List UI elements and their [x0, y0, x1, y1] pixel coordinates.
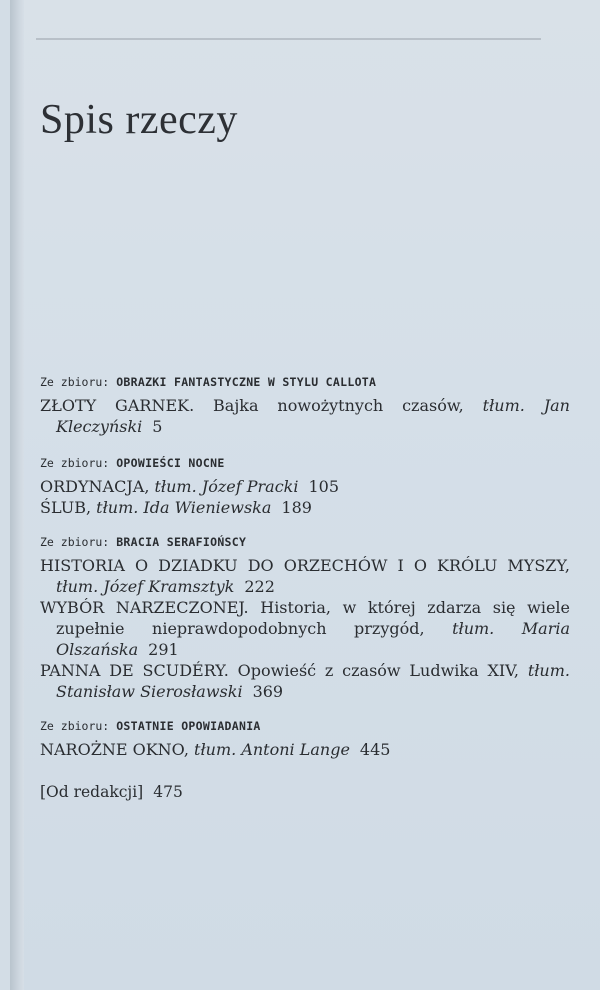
translator-name: Józef Pracki: [201, 477, 299, 496]
entry-title: ORDYNACJA,: [40, 477, 150, 496]
page-number: 5: [152, 417, 163, 436]
entry-title: NAROŻNE OKNO,: [40, 740, 189, 759]
collection-name: BRACIA SERAFIOŃSCY: [116, 535, 247, 549]
translator-prefix: tłum.: [482, 396, 525, 415]
page-number: 222: [244, 577, 275, 596]
toc-entry: [40, 739, 570, 760]
bleed-through-rule: [36, 38, 541, 40]
page-number: 291: [148, 640, 179, 659]
toc-entry: [40, 555, 570, 597]
entry-title: HISTORIA O DZIADKU DO ORZECHÓW I O KRÓLU MYSZY,: [40, 556, 570, 575]
entry-title: ZŁOTY GARNEK. Bajka nowożytnych czasów,: [40, 396, 464, 415]
editorial-note-entry: [40, 782, 570, 803]
page-number: 105: [308, 477, 340, 496]
translator-name: Stanisław Sierosławski: [56, 682, 243, 701]
table-of-contents: [40, 374, 570, 803]
page-number: 189: [281, 498, 312, 517]
entry-title: ŚLUB,: [40, 498, 92, 517]
section-heading: [40, 718, 570, 734]
section-heading: [40, 374, 570, 390]
translator-prefix: tłum.: [194, 740, 237, 759]
section-label: Ze zbioru:: [40, 535, 110, 549]
collection-name: OSTATNIE OPOWIADANIA: [116, 719, 261, 733]
translator-name: Ida Wieniewska: [143, 498, 272, 517]
collection-name: OBRAZKI FANTASTYCZNE W STYLU CALLOTA: [116, 375, 377, 389]
toc-entry: [40, 660, 570, 702]
toc-section: [40, 534, 570, 702]
translator-prefix: tłum.: [452, 619, 495, 638]
entry-title: [Od redakcji]: [40, 783, 144, 801]
translator-prefix: tłum.: [56, 577, 99, 596]
entry-title: PANNA DE SCUDÉRY. Opowieść z czasów Ludwika XIV,: [40, 661, 519, 680]
translator-prefix: tłum.: [154, 477, 197, 496]
toc-entry: [40, 497, 570, 518]
translator-name: Józef Kramsztyk: [103, 577, 235, 596]
page-number: 445: [359, 740, 391, 759]
toc-entry: [40, 395, 570, 437]
book-page: [10, 0, 600, 990]
toc-section: [40, 374, 570, 437]
entry-title: WYBÓR NARZECZONEJ. Historia, w której zdarza się wiele zupełnie nieprawdopodobnych przygód,: [40, 598, 570, 638]
toc-section: [40, 455, 570, 518]
section-label: Ze zbioru:: [40, 719, 110, 733]
translator-name: Antoni Lange: [241, 740, 350, 759]
section-label: Ze zbioru:: [40, 456, 110, 470]
section-heading: [40, 534, 570, 550]
page-title: Spis rzeczy: [40, 97, 238, 144]
collection-name: OPOWIEŚCI NOCNE: [116, 456, 225, 470]
page-number: 475: [153, 783, 183, 801]
section-label: Ze zbioru:: [40, 375, 110, 389]
toc-section: [40, 718, 570, 760]
translator-prefix: tłum.: [527, 661, 570, 680]
translator-name: Jan Kleczyński: [56, 396, 570, 436]
toc-entry: [40, 476, 570, 497]
book-spine-shadow: [10, 0, 24, 990]
translator-prefix: tłum.: [96, 498, 139, 517]
page-number: 369: [252, 682, 284, 701]
translator-name: Maria Olszańska: [56, 619, 570, 659]
section-heading: [40, 455, 570, 471]
toc-entry: [40, 597, 570, 660]
